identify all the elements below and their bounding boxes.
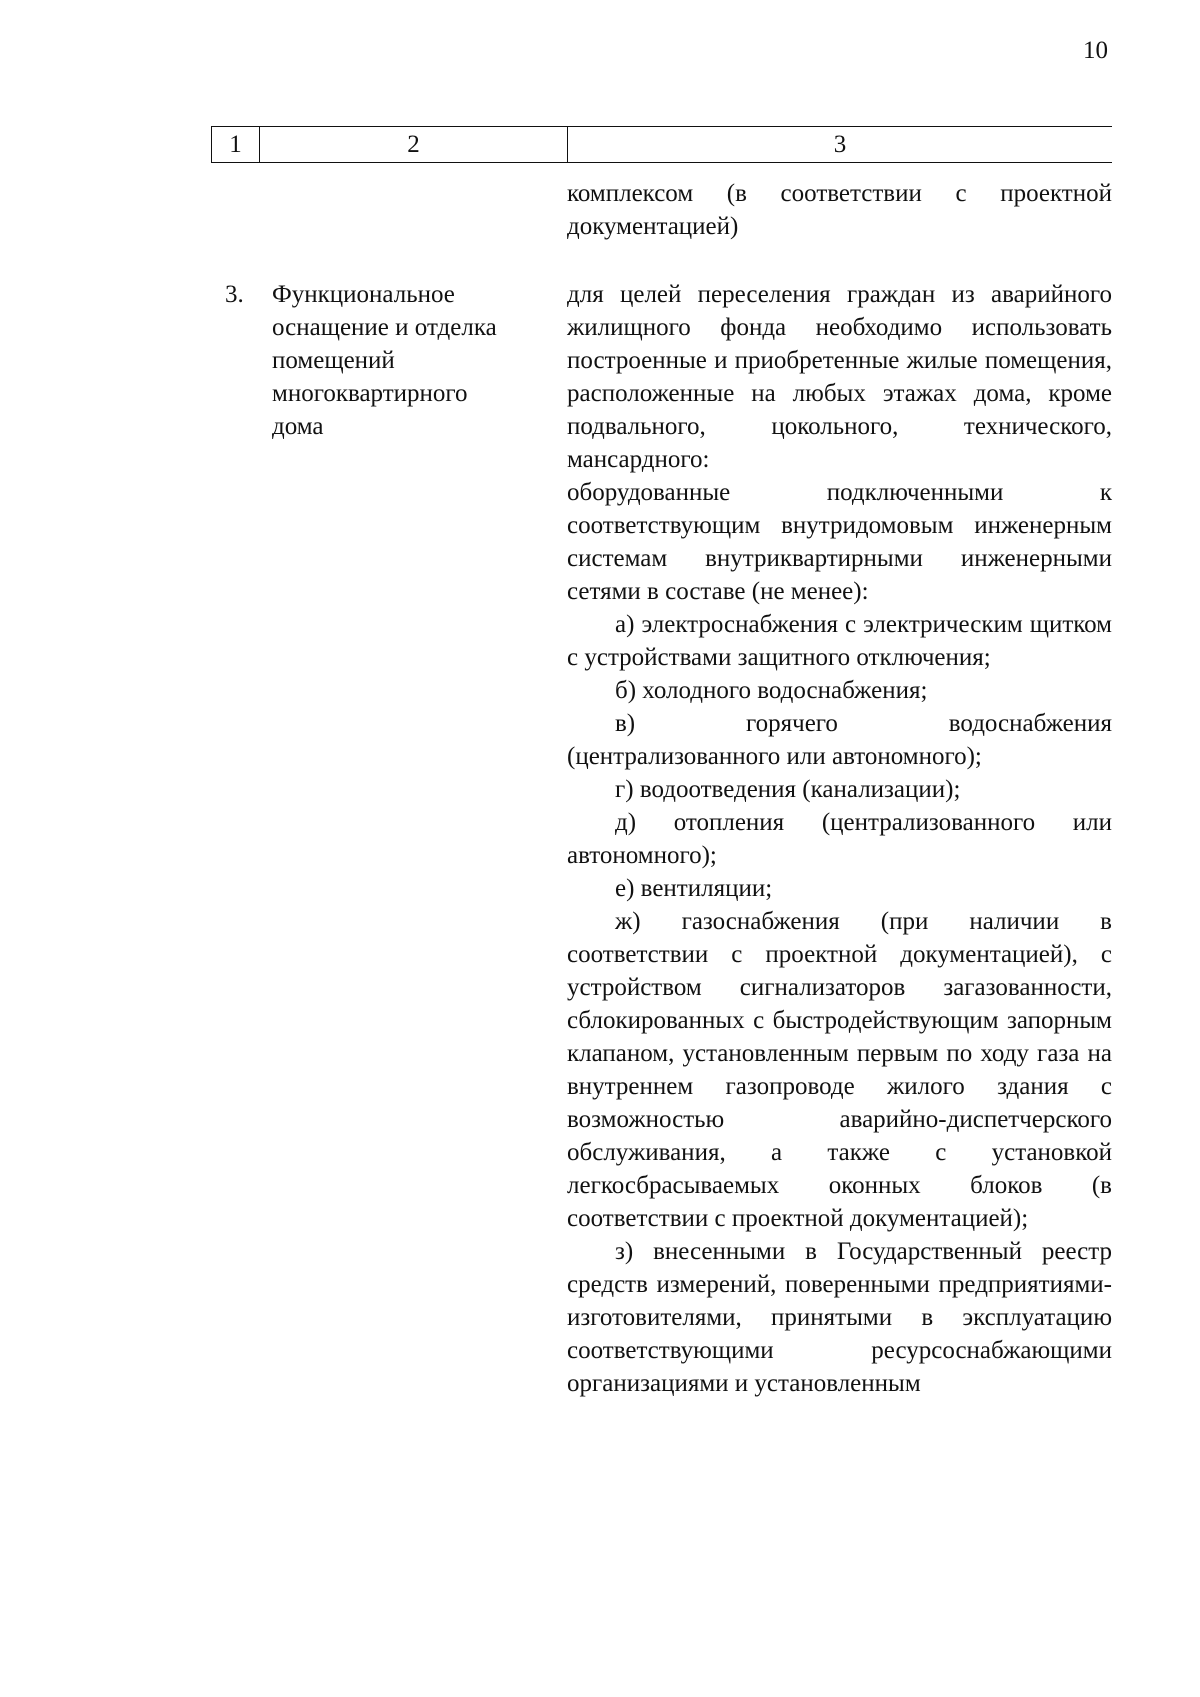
list-item-b: б) холодного водоснабжения; xyxy=(615,677,928,704)
intro-paragraph: для целей переселения граждан из аварийного жилищного фонда необходимо использовать построенные и приобретенные жилые помещения, расположенные на любых этажах дома, кроме подвального, цокольного, технического, мансардного: xyxy=(567,281,1112,473)
list-item-g: г) водоотведения (канализации); xyxy=(615,776,961,803)
row-number: 3. xyxy=(225,281,244,308)
row-title-line: Функциональное xyxy=(272,281,455,308)
list-item-z: з) внесенными в Государственный реестр средств измерений, поверенными предприятиями-изготовителями, принятыми в эксплуатацию соответствующими ресурсоснабжающими организациями и установленным xyxy=(567,1238,1112,1397)
continuation-text xyxy=(567,177,1112,243)
list-item-a: а) электроснабжения с электрическим щитком с устройствами защитного отключения; xyxy=(567,611,1112,671)
continuation-paragraph: комплексом (в соответствии с проектной документацией) xyxy=(567,180,1112,240)
equipment-paragraph: оборудованные подключенными к соответствующим внутридомовым инженерным системам внутриквартирными инженерными сетями в составе (не менее): xyxy=(567,479,1112,605)
list-item-v: в) горячего водоснабжения (централизованного или автономного); xyxy=(567,710,1112,770)
header-cell-1: 1 xyxy=(211,127,259,162)
table-header xyxy=(211,126,1112,163)
row-title-line: дома xyxy=(272,413,324,440)
list-item-d: д) отопления (централизованного или автономного); xyxy=(567,809,1112,869)
page-number: 10 xyxy=(1083,37,1108,64)
row-title xyxy=(272,278,542,443)
row-title-line: многоквартирного xyxy=(272,380,468,407)
row-title-line: оснащение и отделка xyxy=(272,314,497,341)
row-description xyxy=(567,278,1112,1400)
row-title-line: помещений xyxy=(272,347,395,374)
list-item-zh: ж) газоснабжения (при наличии в соответствии с проектной документацией), с устройством сигнализаторов загазованности, сблокированных с быстродействующим запорным клапаном, установленным первым по ходу газа на внутреннем газопроводе жилого здания с возможностью аварийно-диспетчерского обслуживания, а также с установкой легкосбрасываемых оконных блоков (в соответствии с проектной документацией); xyxy=(567,908,1112,1232)
header-cell-3: 3 xyxy=(567,127,1112,162)
list-item-e: е) вентиляции; xyxy=(615,875,773,902)
header-cell-2: 2 xyxy=(259,127,567,162)
